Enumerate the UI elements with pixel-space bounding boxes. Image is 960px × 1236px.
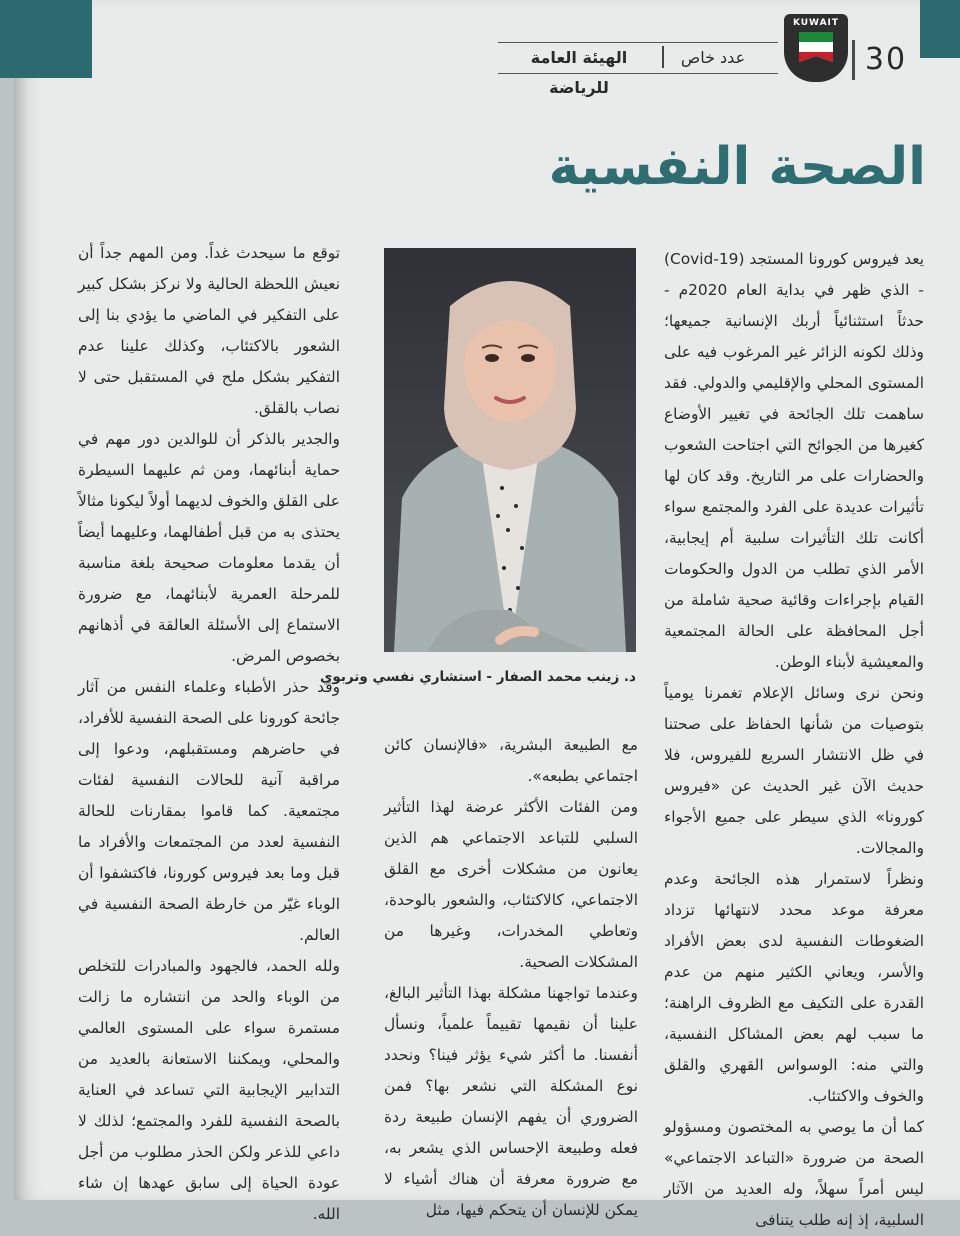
author-photo (384, 248, 636, 652)
header-separator (662, 46, 664, 68)
logo-text: KUWAIT (792, 18, 840, 28)
flag-icon (799, 32, 833, 62)
header-color-band-left (0, 0, 92, 78)
paragraph: ومن الفئات الأكثر عرضة لهذا التأثير السلبي للتباعد الاجتماعي هم الذين يعانون من مشكلات أخرى مع القلق الاجتماعي، كالاكتئاب، والشعور بالوحدة، وتعاطي المخدرات، وغيرها من المشكلات الصحية. (384, 798, 638, 971)
paragraph: كما أن ما يوصي به المختصون ومسؤولو الصحة من ضرورة «التباعد الاجتماعي» ليس أمراً سهلاً، وله العديد من الآثار السلبية، إذ إنه طلب يتنافى (664, 1118, 924, 1229)
paragraph: وعندما تواجهنا مشكلة بهذا التأثير البالغ، علينا أن نقيمها تقييماً علمياً، ونسأل أنفسنا. ما أكثر شيء يؤثر فينا؟ ونحدد نوع المشكلة التي نشعر بها؟ فمن الضروري أن يفهم الإنسان طبيعة ردة فعله وطبيعة الإحساس الذي يشعر به، مع ضرورة معرفة أن هناك أشياء لا يمكن للإنسان أن يتحكم فيها، مثل (384, 984, 638, 1219)
kuwait-logo-icon (784, 14, 848, 82)
paragraph: توقع ما سيحدث غداً. ومن المهم جداً أن نعيش اللحظة الحالية ولا نركز بشكل كبير على التفكير في الماضي ما يؤدي بنا إلى الشعور بالاكتئاب، وكذلك علينا عدم التفكير بشكل ملح في المستقبل حتى لا نصاب بالقلق. (78, 244, 340, 417)
paragraph: مع الطبيعة البشرية، «فالإنسان كائن اجتماعي بطبعه». (384, 736, 638, 785)
page-number: 30 (852, 40, 917, 80)
magazine-page (14, 0, 960, 1229)
paragraph: ونظراً لاستمرار هذه الجائحة وعدم معرفة موعد محدد لانتهائها تزداد الضغوطات النفسية لدى بعض الأفراد والأسر، ويعاني الكثير منهم من عدم القدرة على التكيف مع الظروف الراهنة؛ ما سبب لهم بعض المشاكل النفسية، والتي منه: الوسواس القهري والقلق والخوف والاكتئاب. (664, 870, 924, 1105)
author-portrait-illustration (384, 248, 636, 652)
paragraph: يعد فيروس كورونا المستجد (Covid-19) - الذي ظهر في بداية العام 2020م - حدثاً استثنائياً أربك الإنسانية جميعها؛ وذلك لكونه الزائر غير المرغوب فيه على المستوى المحلي والإقليمي والدولي. فقد ساهمت تلك الجائحة في تغيير الأوضاع كغيرها من الجوائح التي اجتاحت الشعوب والحضارات على مر التاريخ. وقد كان لها تأثيرات عديدة على الفرد والمجتمع سواء أكانت تلك التأثيرات سلبية أم إيجابية، الأمر الذي تطلب من الدول والحكومات القيام بإجراءات وقائية صحية شاملة من أجل المحافظة على الحالة المجتمعية والمعيشية لأبناء الوطن. (664, 250, 924, 671)
article-column-middle (384, 730, 638, 1219)
header-color-band-right (920, 0, 960, 58)
paragraph: ونحن نرى وسائل الإعلام تغمرنا يومياً بتوصيات من شأنها الحفاظ على صحتنا في ظل الانتشار السريع للفيروس، فلا حديث الآن غير الحديث عن «فيروس كورونا» الذي سيطر على جميع الأجواء والمجالات. (664, 684, 924, 857)
photo-caption: د. زينب محمد الصفار - استشاري نفسي وتربوي (319, 669, 636, 685)
paragraph: والجدير بالذكر أن للوالدين دور مهم في حماية أبنائهما، ومن ثم عليهما السيطرة على القلق والخوف لديهما أولاً ليكونا مثالاً يحتذى به من قبل أطفالهما، وعليهما أيضاً أن يقدما معلومات صحيحة بلغة مناسبة للمرحلة العمرية لأبنائهما، مع ضرورة الاستماع إلى الأسئلة العالقة في أذهانهم بخصوص المرض. (78, 430, 340, 665)
article-title: الصحة النفسية (548, 137, 926, 197)
paragraph: ولله الحمد، فالجهود والمبادرات للتخلص من الوباء والحد من انتشاره ما زالت مستمرة سواء على المستوى العالمي والمحلي، ويمكننا الاستعانة بالعديد من التدابير الإيجابية التي تساعد في العناية بالصحة النفسية للفرد والمجتمع؛ لذلك لا داعي للذعر ولكن الحذر مطلوب من أجل عودة الحياة إلى سابق عهدها إن شاء الله. (78, 957, 340, 1223)
paragraph: وقد حذر الأطباء وعلماء النفس من آثار جائحة كورونا على الصحة النفسية للأفراد، في حاضرهم ومستقبلهم، ودعوا إلى مراقبة آنية للحالات النفسية لفئات مجتمعية. كما قاموا بمقارنات للحالة النفسية لعدد من المجتمعات والأفراد ما قبل وما بعد فيروس كورونا، فاكتشفوا أن الوباء غيّر من خارطة الصحة النفسية في العالم. (78, 678, 340, 944)
header-org-name: الهيئة العامة للرياضة (530, 48, 628, 97)
article-column-right (664, 244, 924, 1229)
article-column-left (78, 238, 340, 1223)
header-issue-label: عدد خاص (680, 48, 746, 67)
